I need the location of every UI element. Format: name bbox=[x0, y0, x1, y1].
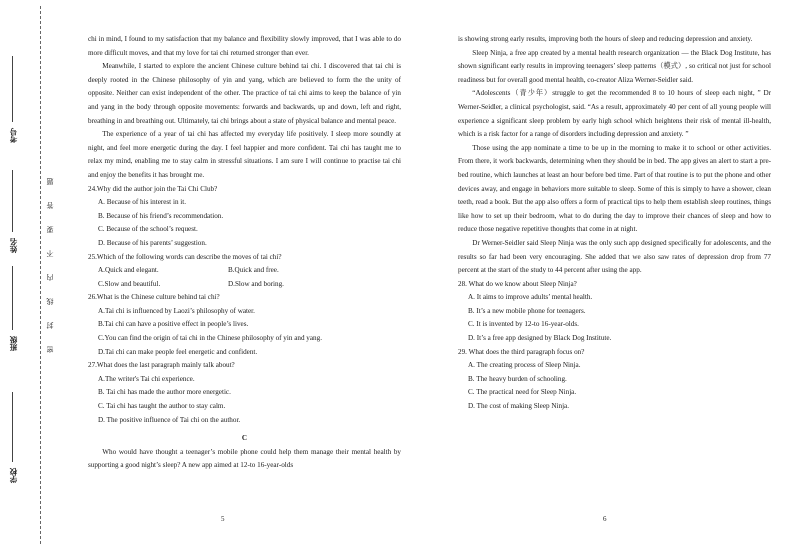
question-26-option-a: A.Tai chi is influenced by Laozi’s philosophy of water. bbox=[98, 306, 255, 315]
name-label: 姓名 bbox=[9, 238, 18, 253]
question-29-option-d: D. The cost of making Sleep Ninja. bbox=[468, 402, 570, 411]
passage-paragraph: Those using the app nominate a time to be up in the morning to make it to school or other activities. From there, it work backwards, determining when they should be in bed. The app gives an alert to start a pre-bed routine, which launches at least an hour before bed time. Part of that routine is to put the phone and other devices away, and engage in behaviors more suitable to sleep. Some of this is simply to have a shower, clean teeth, read a book. But the app also offers a form of practical tips to help them establish sleep routines, things like how to set up their bedroom, what to do during the day to improve their chances of sleep and how to reduce those negative repetitive thoughts that come in at night. bbox=[458, 143, 771, 234]
page-number-left: 5 bbox=[221, 515, 225, 523]
question-24-option-c: C. Because of the school’s request. bbox=[98, 225, 198, 234]
question-25-option-c: C.Slow and beautiful. bbox=[98, 279, 161, 288]
question-27-option-b: B. Tai chi has made the author more energetic. bbox=[98, 388, 231, 397]
seal-char: 不 bbox=[46, 250, 54, 257]
question-28-option-d: D. It’s a free app designed by Black Dog Institute. bbox=[468, 334, 612, 343]
question-27-option-c: C. Tai chi has taught the author to stay calm. bbox=[98, 402, 226, 411]
question-28-option-c: C. It is invented by 12-to 16-year-olds. bbox=[468, 320, 579, 329]
question-24-stem: 24.Why did the author join the Tai Chi Club? bbox=[88, 184, 218, 193]
question-25-option-d: D.Slow and boring. bbox=[228, 279, 284, 288]
school-label: 学校 bbox=[9, 468, 18, 483]
question-24-option-a: A. Because of his interest in it. bbox=[98, 198, 187, 207]
question-24-option-d: D. Because of his parents’ suggestion. bbox=[98, 238, 207, 247]
binding-margin bbox=[0, 0, 84, 550]
passage-paragraph: Who would have thought a teenager’s mobile phone could help them manage their mental health by supporting a good night’s sleep? A new app aimed at 12-to 16-year-olds bbox=[88, 447, 401, 470]
question-29-option-b: B. The heavy burden of schooling. bbox=[468, 374, 567, 383]
question-25-option-b: B.Quick and free. bbox=[228, 266, 279, 275]
passage-paragraph: is showing strong early results, improving both the hours of sleep and reducing depression and anxiety. bbox=[458, 35, 753, 43]
class-label: 班级 bbox=[9, 336, 18, 351]
question-27-stem: 27.What does the last paragraph mainly talk about? bbox=[88, 361, 235, 370]
seal-char: 答 bbox=[46, 202, 54, 209]
page-number-right: 6 bbox=[603, 515, 607, 523]
question-25-stem: 25.Which of the following words can describe the moves of tai chi? bbox=[88, 252, 282, 261]
passage-paragraph: Sleep Ninja, a free app created by a mental health research organization — the Black Dog Institute, has shown significant early results in improving teenagers’ sleep patterns（模式）, so critical not just for school readiness but for overall good mental health, co-creator Aliza Werner-Seidler said. bbox=[458, 48, 771, 84]
question-25-options-row-2 bbox=[88, 278, 401, 292]
exam-number-label: 考号 bbox=[9, 128, 18, 143]
passage-paragraph: The experience of a year of tai chi has affected my everyday life positively. I sleep more soundly at night, and feel more energetic during the day. I feel happier and more confident. Tai chi has taught me to relax my mind, enabling me to stay calm in stressful situations. I am sure I will continue to practise tai chi and enjoy the benefits it has brought me. bbox=[88, 130, 401, 179]
question-28-option-b: B. It’s a new mobile phone for teenagers. bbox=[468, 306, 586, 315]
question-26-option-b: B.Tai chi can have a positive effect in people’s lives. bbox=[98, 320, 249, 329]
school-fill-line bbox=[12, 392, 13, 462]
seal-char: 内 bbox=[46, 274, 54, 281]
question-29-stem: 29. What does the third paragraph focus on? bbox=[458, 347, 585, 356]
question-27-option-d: D. The positive influence of Tai chi on the author. bbox=[98, 415, 241, 424]
seal-char: 线 bbox=[46, 298, 54, 305]
question-26-option-d: D.Tai chi can make people feel energetic and confident. bbox=[98, 347, 258, 356]
passage-paragraph: Meanwhile, I started to explore the ancient Chinese culture behind tai chi. I discovered that tai chi is deeply rooted in the Chinese philosophy of yin and yang, which are believed to form the the unity of opposite. Neither can exist independent of the other. The practice of tai chi aims to keep the balance of yin and yang in the body through opposite movements: forwards and backwards, up and down, left and right, breathing in and breathing out. Ultimately, tai chi brings about a state of physical balance and mental peace. bbox=[88, 62, 401, 125]
question-28-option-a: A. It aims to improve adults’ mental health. bbox=[468, 293, 593, 302]
question-29-option-c: C. The practical need for Sleep Ninja. bbox=[468, 388, 577, 397]
passage-paragraph: chi in mind, I found to my satisfaction that my balance and flexibility slowly improved, that I was able to do more difficult moves, and that my love for tai chi returned stronger than ever. bbox=[88, 35, 401, 57]
seal-char: 封 bbox=[46, 322, 54, 329]
left-page-column bbox=[88, 33, 401, 473]
right-page-column bbox=[458, 33, 771, 414]
question-25-options-row-1 bbox=[88, 264, 401, 278]
section-heading: C bbox=[241, 434, 248, 443]
question-24-option-b: B. Because of his friend’s recommendation. bbox=[98, 211, 224, 220]
question-28-stem: 28. What do we know about Sleep Ninja? bbox=[458, 279, 577, 288]
passage-paragraph: Dr Werner-Seidler said Sleep Ninja was the only such app designed specifically for adolescents, and the results so far had been very encouraging. She added that we also saw rates of depression drop from 77 percent at the start of the study to 44 percent after using the app. bbox=[458, 238, 771, 275]
question-25-option-a: A.Quick and elegant. bbox=[98, 266, 159, 275]
seal-char: 题 bbox=[46, 178, 54, 185]
question-26-stem: 26.What is the Chinese culture behind tai chi? bbox=[88, 293, 220, 302]
question-29-option-a: A. The creating process of Sleep Ninja. bbox=[468, 361, 581, 370]
seal-char: 要 bbox=[46, 226, 54, 233]
seal-char: 密 bbox=[46, 346, 54, 353]
question-27-option-a: A.The writer's Tai chi experience. bbox=[98, 374, 195, 383]
binding-dashed-line bbox=[40, 6, 41, 544]
class-fill-line bbox=[12, 266, 13, 330]
name-fill-line bbox=[12, 170, 13, 232]
question-26-option-c: C.You can find the origin of tai chi in the Chinese philosophy of yin and yang. bbox=[98, 334, 322, 343]
exam-number-fill-line bbox=[12, 56, 13, 122]
passage-paragraph: “Adolescents（青少年）struggle to get the recommended 8 to 10 hours of sleep each night, ” Dr Werner-Seidler, a clinical psychologist, said. “As a result, approximately 40 per cent of all young people will experience a significant sleep problem by early high school which heightens their risk of mental ill-health, which is a risk factor for a range of disorders including depression and anxiety. ” bbox=[458, 89, 771, 139]
